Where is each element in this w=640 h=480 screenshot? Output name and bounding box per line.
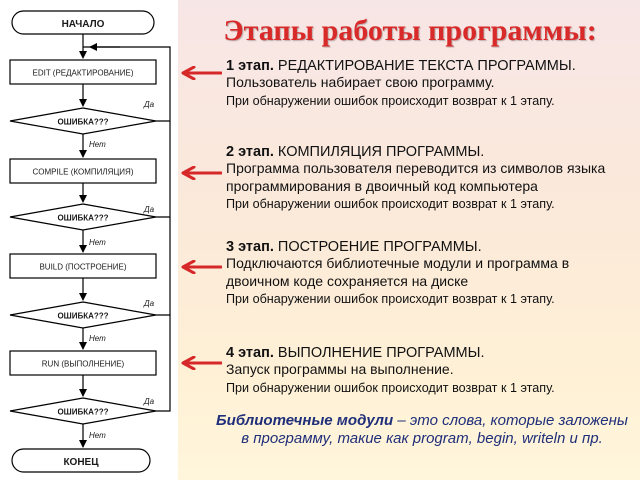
stage-3-heading: 3 этап. ПОСТРОЕНИЕ ПРОГРАММЫ. (226, 239, 482, 255)
stage-4-heading: 4 этап. ВЫПОЛНЕНИЕ ПРОГРАММЫ. (226, 345, 485, 361)
library-modules-definition: – это слова, которые заложены в программу, такие как program, begin, writeln и пр. (241, 412, 628, 447)
no-label-3: Нет (89, 334, 106, 343)
edit-block-label: EDIT (РЕДАКТИРОВАНИЕ) (32, 68, 134, 78)
build-block-label: BUILD (ПОСТРОЕНИЕ) (39, 262, 127, 272)
decision-label-4: ОШИБКА??? (57, 407, 109, 417)
no-label-2: Нет (89, 238, 106, 247)
library-modules-note (212, 412, 632, 448)
arrow-left-icon (180, 166, 222, 180)
decision-label-1: ОШИБКА??? (57, 117, 109, 127)
run-block-label: RUN (ВЫПОЛНЕНИЕ) (41, 359, 125, 369)
stage-3 (226, 239, 636, 306)
yes-label-3: Да (144, 299, 155, 308)
stage-2-heading: 2 этап. КОМПИЛЯЦИЯ ПРОГРАММЫ. (226, 144, 485, 160)
flowchart (0, 0, 178, 480)
stage-3-return-note: При обнаружении ошибок происходит возврат к 1 этапу. (226, 292, 555, 306)
decision-label-3: ОШИБКА??? (57, 311, 109, 321)
arrow-left-icon (180, 356, 222, 370)
end-label: КОНЕЦ (63, 457, 99, 468)
no-label-4: Нет (89, 431, 106, 440)
decision-label-2: ОШИБКА??? (57, 213, 109, 223)
arrow-left-icon (180, 66, 222, 80)
no-label-1: Нет (89, 140, 106, 149)
stage-4-description: Запуск программы на выполнение. (226, 361, 454, 377)
stage-1-description: Пользователь набирает свою программу. (226, 74, 495, 90)
stage-4 (226, 345, 636, 395)
slide-title: Этапы работы программы: (223, 14, 597, 47)
stage-2 (226, 144, 636, 211)
flowchart-panel (0, 0, 178, 480)
library-modules-term: Библиотечные модули (216, 412, 394, 429)
stage-1-return-note: При обнаружении ошибок происходит возврат к 1 этапу. (226, 93, 555, 108)
compile-block-label: COMPILE (КОМПИЛЯЦИЯ) (32, 167, 134, 177)
stage-1-heading: 1 этап. РЕДАКТИРОВАНИЕ ТЕКСТА ПРОГРАММЫ. (226, 58, 576, 74)
stage-1 (226, 58, 636, 108)
start-label: НАЧАЛО (61, 19, 105, 30)
stage-4-return-note: При обнаружении ошибок происходит возврат к 1 этапу. (226, 380, 555, 395)
stage-3-description: Подключаются библиотечные модули и программа в двоичном коде сохраняется на диске (226, 255, 570, 289)
yes-label-4: Да (144, 397, 155, 406)
arrow-left-icon (180, 260, 222, 274)
stage-2-return-note: При обнаружении ошибок происходит возврат к 1 этапу. (226, 197, 555, 211)
yes-label-2: Да (144, 205, 155, 214)
yes-label-1: Да (144, 100, 155, 109)
stage-2-description: Программа пользователя переводится из символов языка программирования в двоичный код компьютера (226, 160, 606, 194)
